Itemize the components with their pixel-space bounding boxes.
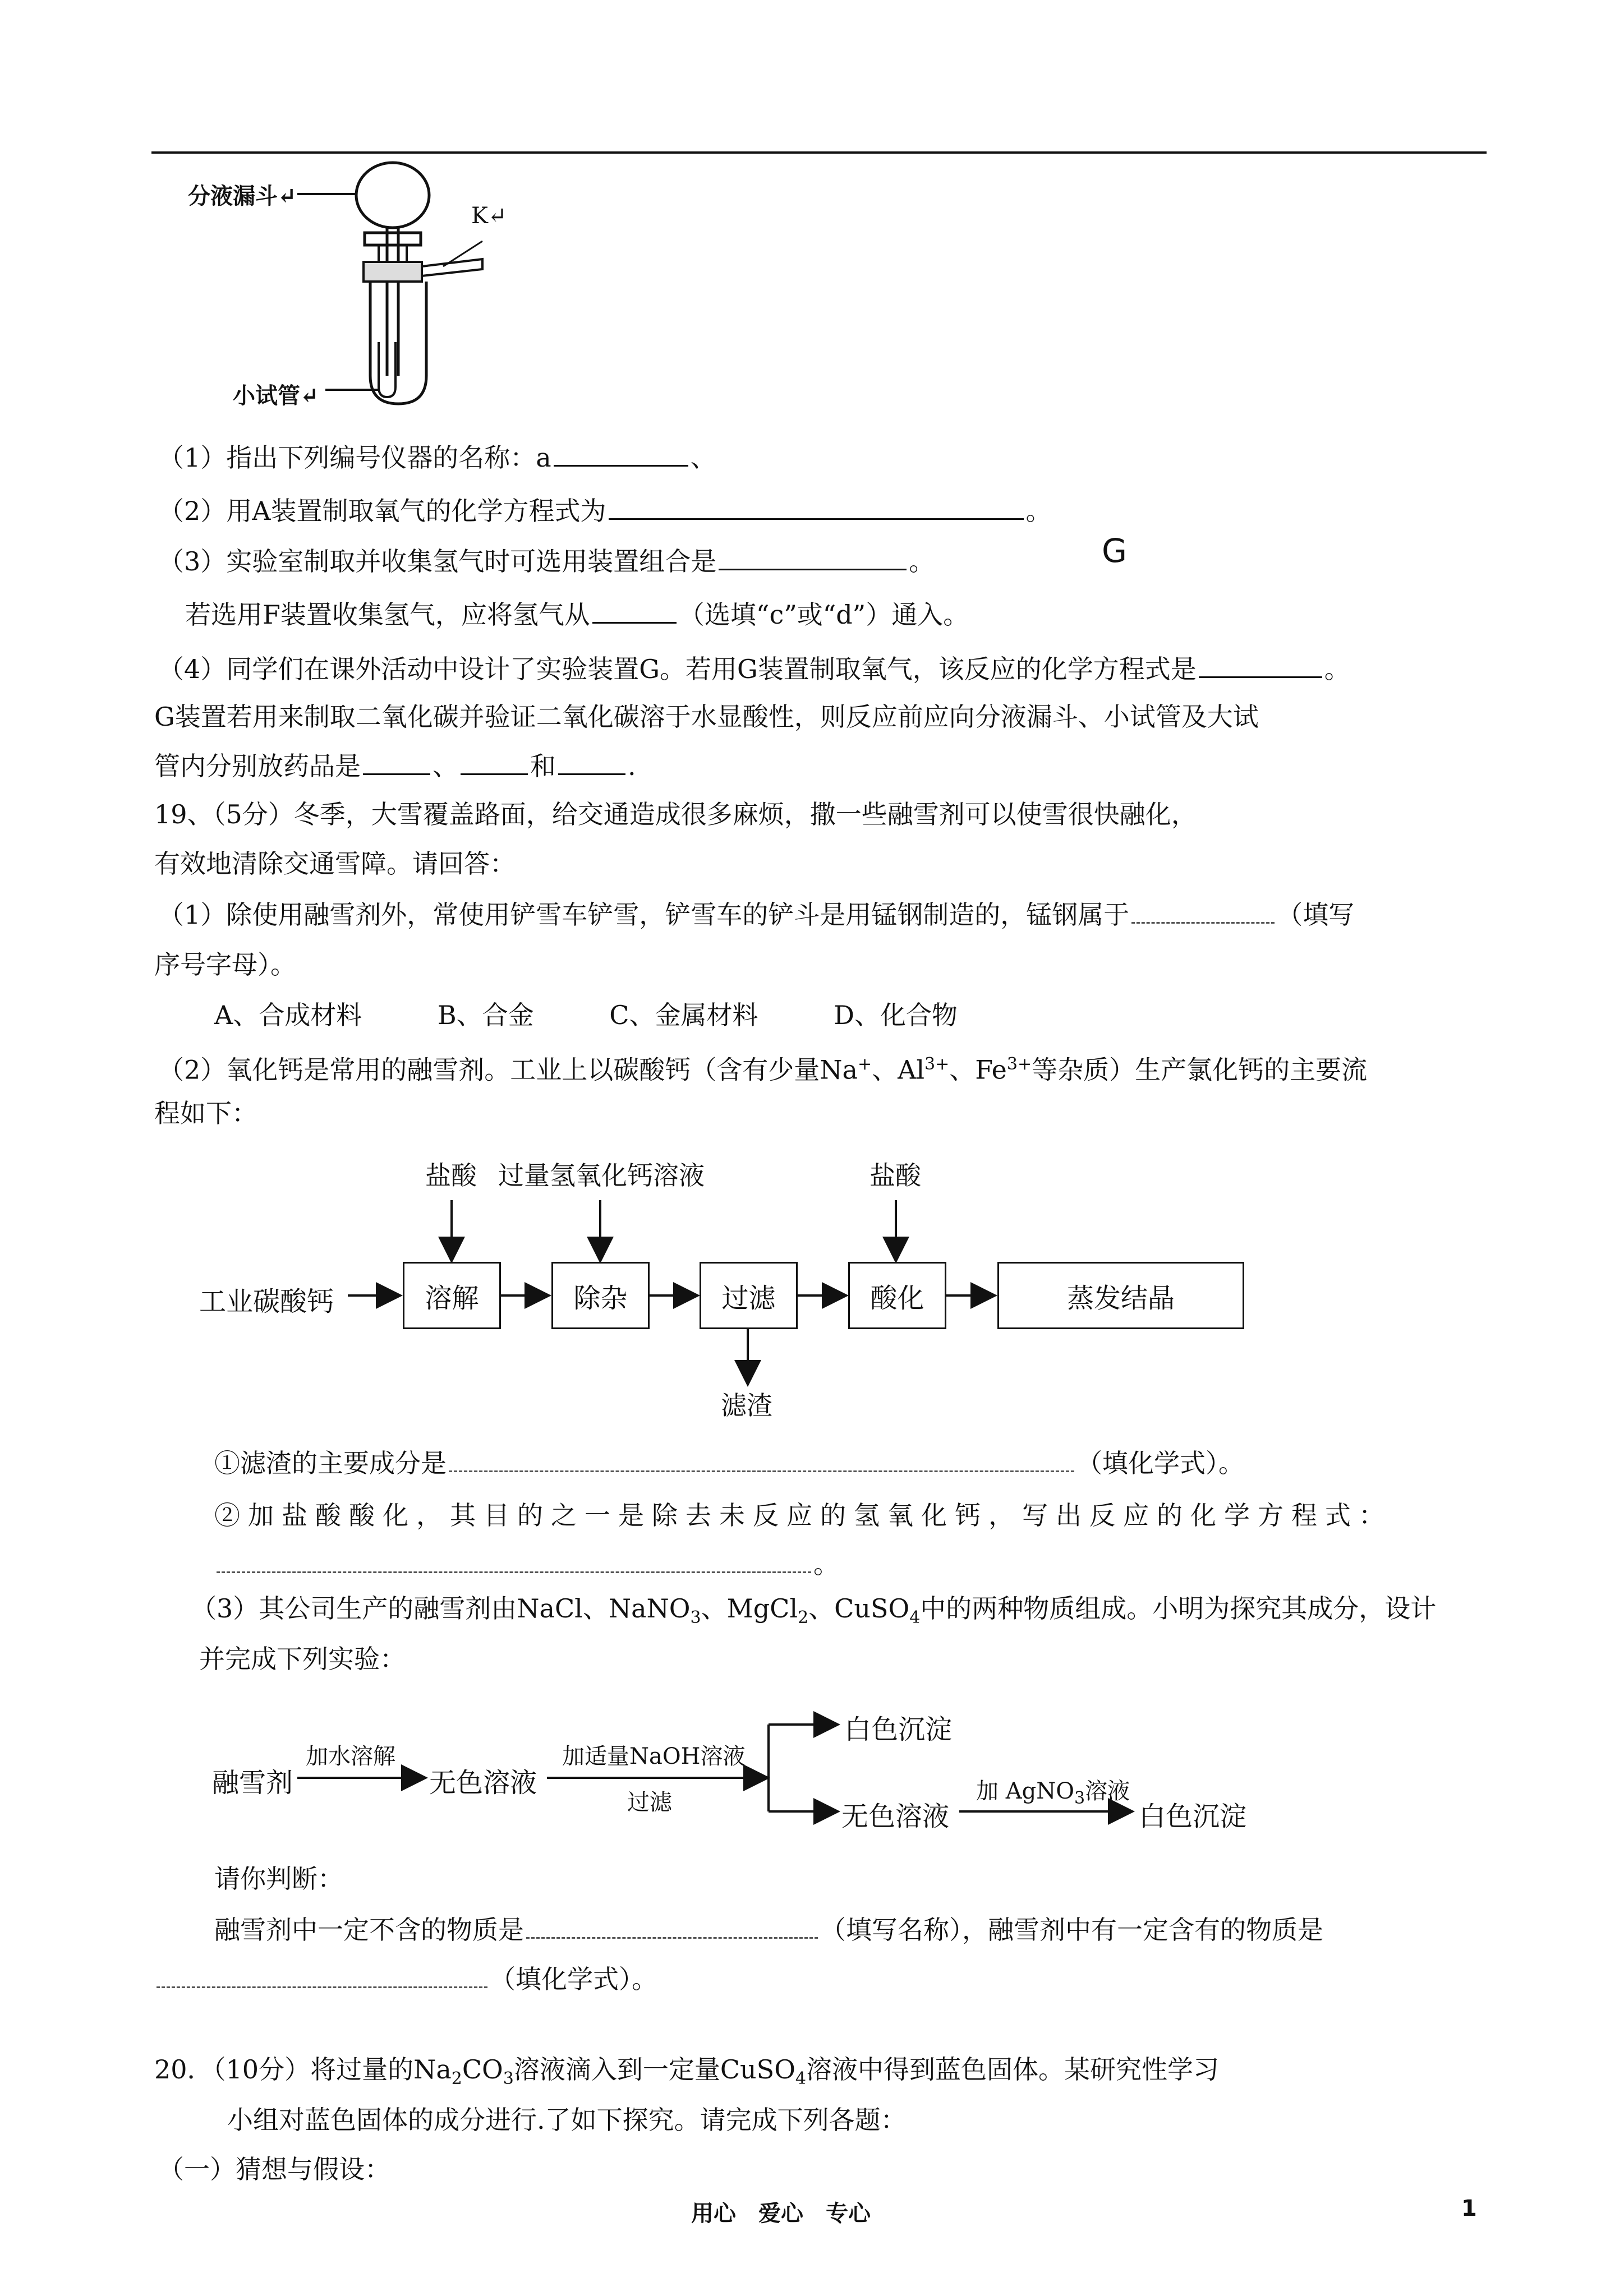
- flow-step-crystallize: 蒸发结晶: [997, 1262, 1244, 1329]
- q18-part4b: G装置若用来制取二氧化碳并验证二氧化碳溶于水显酸性，则反应前应向分液漏斗、小试管及大试: [154, 702, 1259, 732]
- exp-arrow3-label: 加 AgNO$_3$溶液: [976, 1778, 1130, 1808]
- flow-step-purify: 除杂: [551, 1262, 650, 1329]
- q19-intro1: 19、（5分）冬季，大雪覆盖路面，给交通造成很多麻烦，撒一些融雪剂可以使雪很快融化，: [154, 799, 1197, 829]
- option-a[interactable]: A、合成材料: [214, 1000, 362, 1030]
- answer-blank[interactable]: [526, 1912, 818, 1939]
- answer-blank[interactable]: [157, 1962, 487, 1988]
- flow-step-filter: 过滤: [700, 1262, 798, 1329]
- footer-motto: 用心 爱心 专心: [691, 2201, 871, 2226]
- q19-part3: （3）其公司生产的融雪剂由NaCl、NaNO$_3$、MgCl$_2$、CuSO$_4$中的两种物质组成。小明为探究其成分，设计: [191, 1593, 1437, 1628]
- flow-start: 工业碳酸钙: [199, 1286, 334, 1317]
- q19-part1b: 序号字母）。: [154, 949, 296, 980]
- q19-judge1: 融雪剂中一定不含的物质是 （填写名称），融雪剂中有一定含有的物质是: [214, 1912, 1323, 1947]
- flow-output-residue: 滤渣: [721, 1390, 772, 1421]
- exp-start: 融雪剂: [212, 1767, 293, 1799]
- option-c[interactable]: C、金属材料: [609, 1000, 758, 1030]
- g-label: G: [1102, 532, 1127, 570]
- exp-arrow2-sublabel: 过滤: [627, 1790, 672, 1815]
- q18-part3: （3）实验室制取并收集氢气时可选用装置组合是 。: [158, 544, 935, 578]
- flow-input-hcl-2: 盐酸: [869, 1160, 921, 1191]
- k-label: K↵: [471, 203, 507, 229]
- q19-part2: （2）氧化钙是常用的融雪剂。工业上以碳酸钙（含有少量Na+、$Al^{3+}$、$Fe^{3+}$等杂质）生产氯化钙的主要流: [158, 1054, 1368, 1085]
- q19-part1: （1）除使用融雪剂外，常使用铲雪车铲雪，铲雪车的铲斗是用锰钢制造的，锰钢属于 （填写: [158, 897, 1354, 932]
- exp-mid: 无色溶液: [429, 1767, 537, 1799]
- exp-precipitate-2: 白色沉淀: [1139, 1801, 1247, 1832]
- q18-part2: （2）用A装置制取氧气的化学方程式为 。: [158, 494, 1052, 528]
- flow-step-dissolve: 溶解: [403, 1262, 501, 1329]
- q19-intro2: 有效地清除交通雪障。请回答：: [154, 849, 516, 879]
- q20-line2: 小组对蓝色固体的成分进行.了如下探究。请完成下列各题：: [227, 2105, 907, 2135]
- q18-part1: （1）指出下列编号仪器的名称：a 、: [158, 440, 716, 474]
- option-b[interactable]: B、合金: [437, 1000, 534, 1030]
- page-number: 1: [1461, 2196, 1477, 2221]
- q20-line3: （一）猜想与假设：: [158, 2154, 390, 2184]
- tube-label: 小试管↵: [233, 382, 319, 409]
- funnel-label: 分液漏斗↵: [188, 183, 297, 209]
- option-d[interactable]: D、化合物: [834, 1000, 958, 1030]
- q19-judge2: （填化学式）。: [154, 1962, 657, 1996]
- flow-input-hcl-1: 盐酸: [425, 1160, 477, 1191]
- q18-part4c: 管内分别放药品是 、 和 .: [154, 749, 636, 783]
- q19-part3b: 并完成下列实验：: [199, 1644, 406, 1674]
- q18-part3b: 若选用F装置收集氢气，应将氢气从 （选填“c”或“d”）通入。: [185, 597, 969, 631]
- exp-precipitate-1: 白色沉淀: [844, 1714, 953, 1745]
- exp-arrow2-label: 加适量NaOH溶液: [562, 1744, 746, 1769]
- flow-input-caoh2: 过量氢氧化钙溶液: [498, 1160, 705, 1191]
- flow-step-acidify: 酸化: [848, 1262, 946, 1329]
- exp-solution-2: 无色溶液: [841, 1801, 950, 1832]
- q20-line1: 20．（10分）将过量的$Na_2CO_3$溶液滴入到一定量CuSO$_4$溶液中得到蓝色固体。某研究性学习: [154, 2054, 1219, 2089]
- q18-part4: （4）同学们在课外活动中设计了实验装置G。若用G装置制取氧气，该反应的化学方程式是 。: [158, 652, 1350, 686]
- q19-sub2: ②加盐酸酸化，其目的之一是除去未反应的氢氧化钙，写出反应的化学方程式：: [214, 1500, 1392, 1530]
- q19-sub1: ①滤渣的主要成分是 （填化学式）。: [214, 1446, 1244, 1480]
- exp-arrow1-label: 加水溶解: [306, 1744, 395, 1769]
- q19-judge: 请你判断：: [214, 1864, 343, 1894]
- q19-sub2-answer: 。: [214, 1547, 839, 1581]
- q19-part2b: 程如下：: [154, 1098, 257, 1128]
